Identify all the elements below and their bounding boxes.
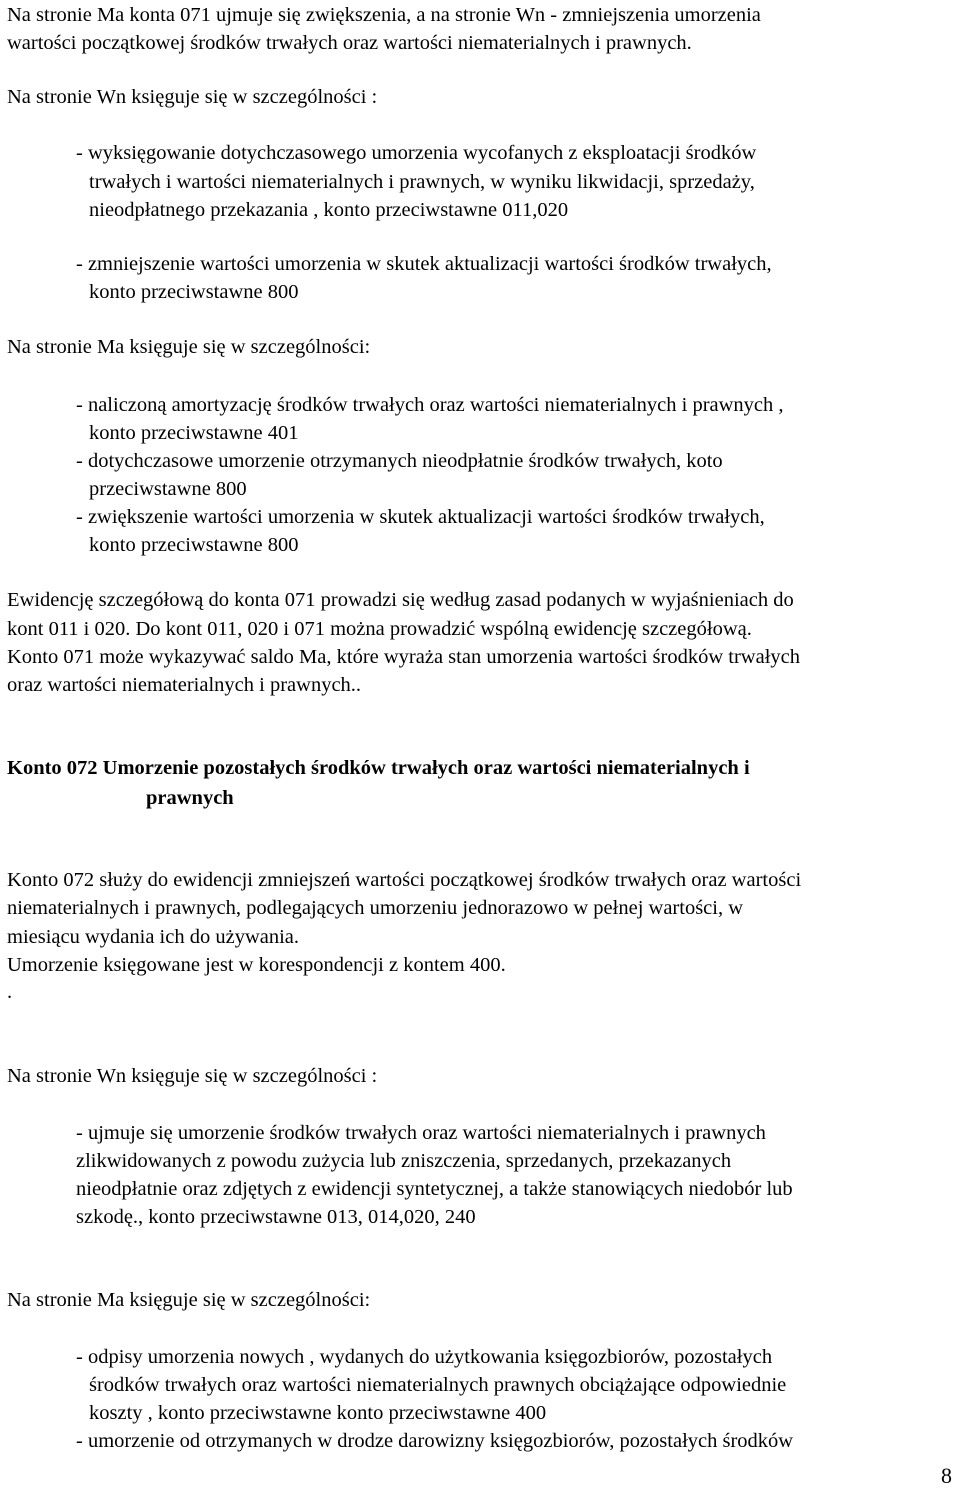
ma-item-line: środków trwałych oraz wartości niematerialnych prawnych obciążające odpowiednie — [89, 1374, 787, 1396]
wn-item-line: nieodpłatnego przekazania , konto przeciwstawne 011,020 — [89, 199, 569, 221]
ma-heading: Na stronie Ma księguje się w szczególności: — [7, 336, 371, 358]
evidence-line: Konto 071 może wykazywać saldo Ma, które wyraża stan umorzenia wartości środków trwałych — [7, 646, 800, 668]
ma-item-line: - umorzenie od otrzymanych w drodze darowizny księgozbiorów, pozostałych środków — [76, 1430, 794, 1452]
evidence-line: Ewidencję szczegółową do konta 071 prowadzi się według zasad podanych w wyjaśnieniach do — [7, 589, 794, 611]
ma-item-line: - naliczoną amortyzację środków trwałych oraz wartości niematerialnych i prawnych , — [76, 394, 784, 416]
ma-item-line: - zwiększenie wartości umorzenia w skutek aktualizacji wartości środków trwałych, — [76, 506, 765, 528]
wn-item-line: - ujmuje się umorzenie środków trwałych oraz wartości niematerialnych i prawnych — [76, 1122, 766, 1144]
description-line: niematerialnych i prawnych, podlegających umorzeniu jednorazowo w pełnej wartości, w — [7, 897, 744, 919]
wn-item-line: - wyksięgowanie dotychczasowego umorzenia wycofanych z eksploatacji środków — [76, 142, 757, 164]
ma-item-line: koszty , konto przeciwstawne konto przeciwstawne 400 — [89, 1402, 547, 1424]
description-line: . — [7, 981, 13, 1003]
ma-item-line: konto przeciwstawne 401 — [89, 422, 299, 444]
wn-item-line: konto przeciwstawne 800 — [89, 281, 299, 303]
ma-item-line: konto przeciwstawne 800 — [89, 534, 299, 556]
ma-item-line: - dotychczasowe umorzenie otrzymanych nieodpłatnie środków trwałych, koto — [76, 450, 723, 472]
ma-item-line: - odpisy umorzenia nowych , wydanych do użytkowania księgozbiorów, pozostałych — [76, 1346, 773, 1368]
wn-heading: Na stronie Wn księguje się w szczególności : — [7, 86, 378, 108]
evidence-line: oraz wartości niematerialnych i prawnych.. — [7, 674, 362, 696]
wn-item-line: - zmniejszenie wartości umorzenia w skutek aktualizacji wartości środków trwałych, — [76, 253, 772, 275]
section-title: Konto 072 Umorzenie pozostałych środków trwałych oraz wartości niematerialnych i — [7, 757, 750, 779]
evidence-line: kont 011 i 020. Do kont 011, 020 i 071 można prowadzić wspólną ewidencję szczegółową. — [7, 618, 752, 640]
wn-item-line: szkodę., konto przeciwstawne 013, 014,020, 240 — [76, 1206, 476, 1228]
description-line: Umorzenie księgowane jest w korespondencji z kontem 400. — [7, 954, 506, 976]
section-title: prawnych — [146, 787, 234, 809]
wn-heading: Na stronie Wn księguje się w szczególności : — [7, 1065, 378, 1087]
description-line: Konto 072 służy do ewidencji zmniejszeń wartości początkowej środków trwałych oraz wartości — [7, 869, 802, 891]
ma-item-line: przeciwstawne 800 — [89, 478, 247, 500]
wn-item-line: nieodpłatnie oraz zdjętych z ewidencji syntetycznej, a także stanowiących niedobór lub — [76, 1178, 793, 1200]
intro-line: Na stronie Ma konta 071 ujmuje się zwiększenia, a na stronie Wn - zmniejszenia umorzenia — [7, 4, 761, 26]
wn-item-line: trwałych i wartości niematerialnych i prawnych, w wyniku likwidacji, sprzedaży, — [89, 171, 755, 193]
wn-item-line: zlikwidowanych z powodu zużycia lub zniszczenia, sprzedanych, przekazanych — [76, 1150, 732, 1172]
intro-line: wartości początkowej środków trwałych oraz wartości niematerialnych i prawnych. — [7, 32, 692, 54]
ma-heading: Na stronie Ma księguje się w szczególności: — [7, 1289, 371, 1311]
description-line: miesiącu wydania ich do używania. — [7, 926, 300, 948]
page-number: 8 — [941, 1463, 952, 1488]
